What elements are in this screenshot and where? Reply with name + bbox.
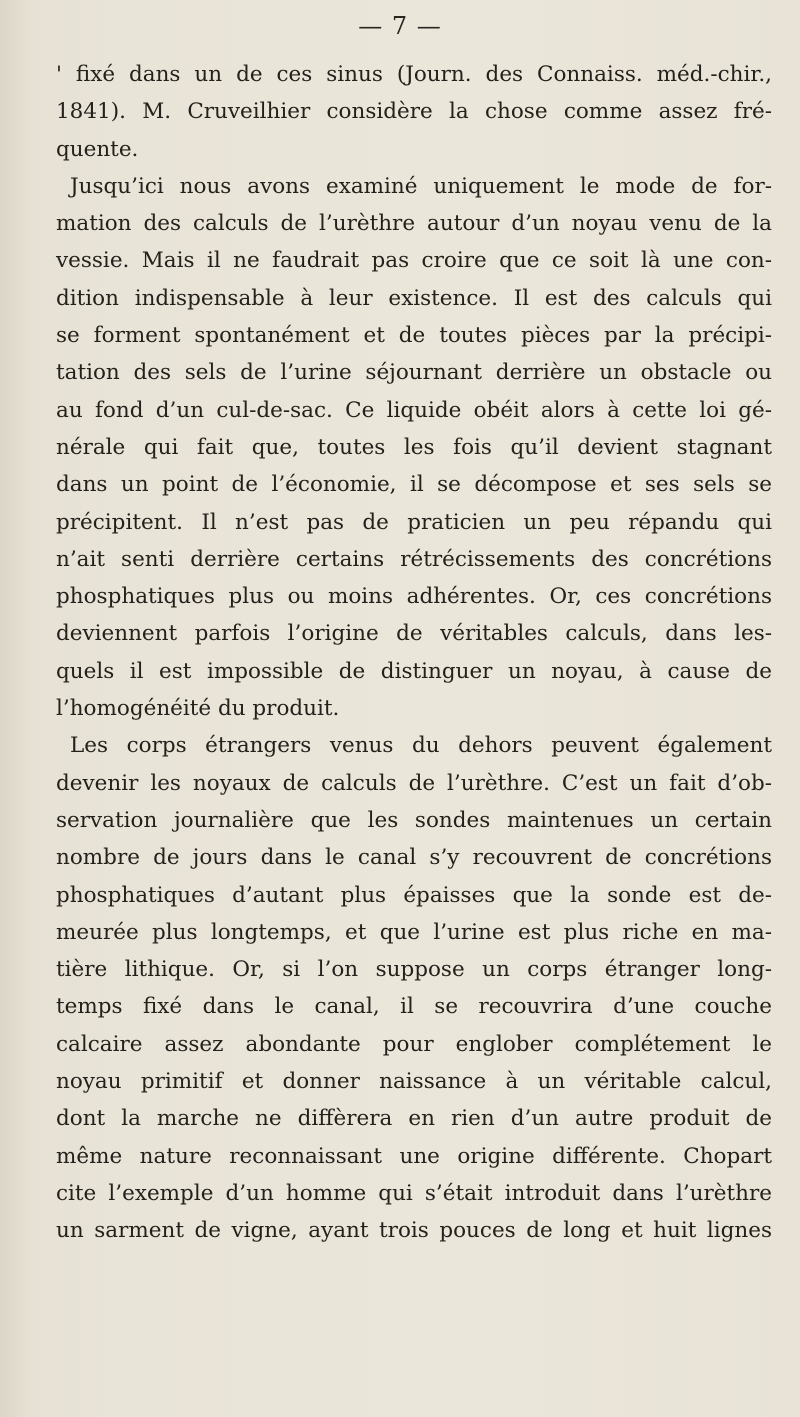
text-line: un sarment de vigne, ayant trois pouces de long et huit lignes (56, 1218, 772, 1244)
text-line: mation des calculs de l’urèthre autour d’un noyau venu de la (56, 211, 772, 237)
text-line: Les corps étrangers venus du dehors peuvent également (70, 733, 772, 759)
text-line: précipitent. Il n’est pas de praticien un peu répandu qui (56, 509, 772, 535)
text-line: ' fixé dans un de ces sinus (Journ. des Connaiss. méd.-chir., (56, 62, 772, 87)
text-line: Jusqu’ici nous avons examiné uniquement le mode de for- (70, 173, 772, 199)
text-line: au fond d’un cul-de-sac. Ce liquide obéit alors à cette loi gé- (56, 397, 772, 423)
text-line: se forment spontanément et de toutes pièces par la précipi- (56, 323, 772, 349)
text-line: cite l’exemple d’un homme qui s’était introduit dans l’urèthre (56, 1180, 772, 1206)
text-line: dition indispensable à leur existence. Il est des calculs qui (56, 285, 772, 311)
text-line: quente. (56, 136, 139, 162)
text-line: n’ait senti derrière certains rétrécissements des concrétions (56, 546, 772, 572)
text-line: phosphatiques plus ou moins adhérentes. Or, ces concrétions (56, 584, 772, 610)
text-line: phosphatiques d’autant plus épaisses que la sonde est de- (56, 882, 772, 908)
text-line: temps fixé dans le canal, il se recouvrira d’une couche (56, 994, 772, 1020)
text-line: deviennent parfois l’origine de véritables calculs, dans les- (56, 621, 772, 647)
text-line: dans un point de l’économie, il se décompose et ses sels se (56, 472, 772, 498)
text-line: l’homogénéité du produit. (56, 696, 340, 722)
body-text (56, 56, 772, 1250)
text-line: tation des sels de l’urine séjournant derrière un obstacle ou (56, 360, 772, 386)
text-line: nombre de jours dans le canal s’y recouvrent de concrétions (56, 845, 772, 871)
text-line: noyau primitif et donner naissance à un véritable calcul, (56, 1069, 772, 1095)
text-line: 1841). M. Cruveilhier considère la chose comme assez fré- (56, 99, 772, 125)
text-line: vessie. Mais il ne faudrait pas croire que ce soit là une con- (56, 248, 772, 274)
page-number: — 7 — (358, 12, 442, 40)
text-line: servation journalière que les sondes maintenues un certain (56, 807, 772, 833)
text-line: calcaire assez abondante pour englober complétement le (56, 1031, 772, 1057)
text-line: dont la marche ne diffèrera en rien d’un autre produit de (56, 1106, 772, 1132)
text-line: tière lithique. Or, si l’on suppose un corps étranger long- (56, 957, 772, 983)
text-line: meurée plus longtemps, et que l’urine est plus riche en ma- (56, 919, 772, 945)
text-line: quels il est impossible de distinguer un noyau, à cause de (56, 658, 772, 684)
text-line: devenir les noyaux de calculs de l’urèthre. C’est un fait d’ob- (56, 770, 772, 796)
text-line: même nature reconnaissant une origine différente. Chopart (56, 1143, 772, 1169)
text-line: nérale qui fait que, toutes les fois qu’il devient stagnant (56, 434, 772, 460)
